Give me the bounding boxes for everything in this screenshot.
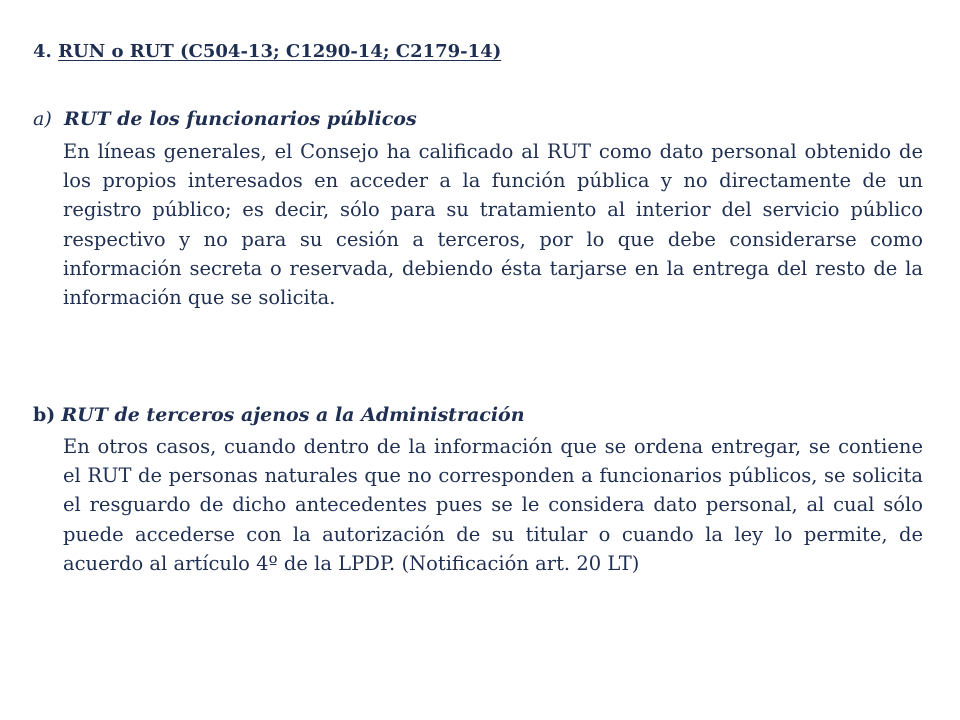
subsection-a-marker: a) (33, 108, 52, 130)
subsection-a-title: RUT de los funcionarios públicos (64, 108, 417, 130)
heading-title: RUN o RUT (C504-13; C1290-14; C2179-14) (58, 41, 502, 62)
subsection-b-marker: b) (33, 404, 56, 426)
subsection-a-heading (33, 106, 417, 132)
subsection-b-heading (33, 402, 525, 428)
subsection-b-body: En otros casos, cuando dentro de la información que se ordena entregar, se contiene el RUT de personas naturales que no corresponden a funcionarios públicos, se solicita el resguardo de dicho antecedentes pues se le considera dato personal, al cual sólo puede accederse con la autorización de su titular o cuando la ley lo permite, de acuerdo al artículo 4º de la LPDP. (Notificación art. 20 LT) (63, 435, 923, 575)
subsection-a-body: En líneas generales, el Consejo ha calificado al RUT como dato personal obtenido de los propios interesados en acceder a la función pública y no directamente de un registro público; es decir, sólo para su tratamiento al interior del servicio público respectivo y no para su cesión a terceros, por lo que debe considerarse como información secreta o reservada, debiendo ésta tarjarse en la entrega del resto de la información que se solicita. (63, 140, 923, 310)
section-heading (33, 40, 501, 64)
subsection-b-title: RUT de terceros ajenos a la Administración (61, 404, 525, 426)
heading-number: 4. (33, 41, 52, 62)
